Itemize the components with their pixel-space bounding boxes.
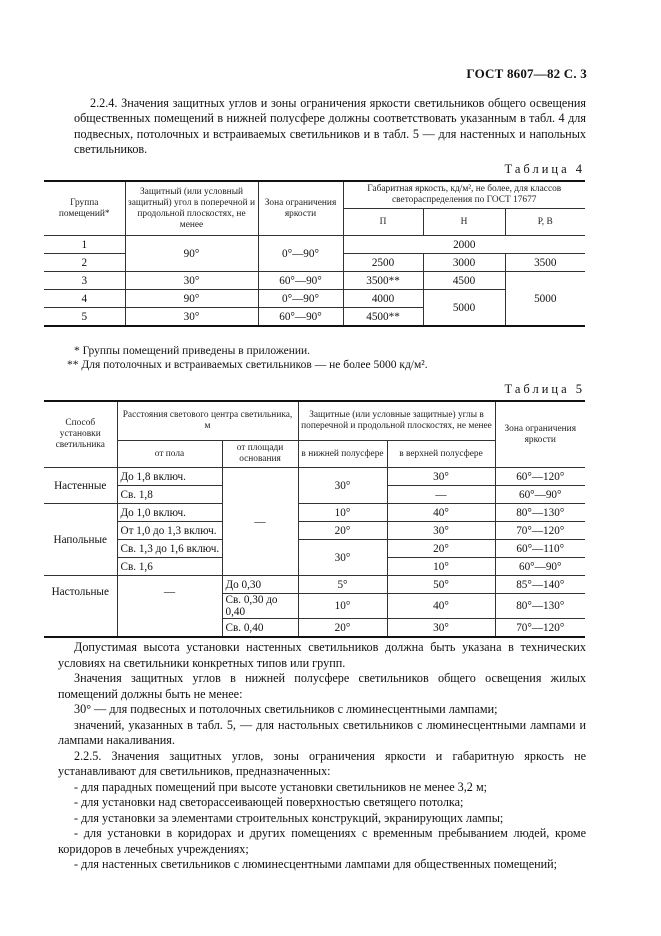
list-item: - для установки над светорассеивающей поверхностью светящего потолка;: [74, 795, 464, 809]
body-paragraph: Допустимая высота установки настенных светильников должна быть указана в технических условиях на светильники конкретных типов или групп.: [58, 640, 586, 670]
t5-cell: 10°: [387, 558, 495, 576]
t4-cell: 5: [44, 308, 125, 327]
body-paragraph: 30° — для подвесных и потолочных светильников с люминесцентными лампами;: [74, 702, 498, 716]
list-item: - для парадных помещений при высоте установки светильников не менее 3,2 м;: [74, 779, 488, 794]
t4-cell: 4500**: [343, 308, 423, 327]
t5-group-table: Настольные: [44, 576, 117, 638]
t4-header-n: Н: [423, 209, 505, 236]
t5-cell: 40°: [387, 504, 495, 522]
t4-cell: 5000: [423, 290, 505, 327]
t5-header-distance: Расстояния светового центра светильника, м: [117, 401, 298, 441]
t4-footnote-2: ** Для потолочных и встраиваемых светильников — не более 5000 кд/м².: [67, 359, 428, 371]
t5-cell: 20°: [387, 540, 495, 558]
t4-cell: 30°: [125, 308, 258, 327]
t4-cell: 3: [44, 272, 125, 290]
page-header: ГОСТ 8607—82 С. 3: [466, 66, 587, 81]
t4-cell: 60°—90°: [258, 308, 343, 327]
t5-cell: 60°—90°: [495, 558, 585, 576]
t4-cell: 60°—90°: [258, 272, 343, 290]
t5-cell: 80°—130°: [495, 594, 585, 619]
t5-cell: 30°: [387, 522, 495, 540]
body-text: [58, 640, 586, 873]
t5-cell: —: [387, 486, 495, 504]
table-4: [44, 180, 585, 327]
t4-cell: 0°—90°: [258, 290, 343, 308]
t4-header-rv: Р, В: [505, 209, 585, 236]
list-item: - для настенных светильников с люминесцентными лампами для общественных помещений;: [74, 857, 558, 871]
t4-cell: 2: [44, 254, 125, 272]
t5-header-lower: в нижней полусфере: [298, 441, 387, 468]
body-paragraph: 2.2.5. Значения защитных углов, зоны ограничения яркости и габаритную яркость не устанавливают для светильников, предназначенных:: [58, 748, 586, 778]
t4-header-zone: Зона ограничения яркости: [258, 181, 343, 236]
table4-label: Таблица 4: [504, 162, 585, 176]
t5-group-wall: Настенные: [44, 468, 117, 504]
t4-cell: 2500: [343, 254, 423, 272]
t4-cell: 2000: [343, 236, 585, 254]
t5-header-zone: Зона ограничения яркости: [495, 401, 585, 468]
t5-cell: 10°: [298, 504, 387, 522]
t5-header-from-floor: от пола: [117, 441, 222, 468]
table5-label: Таблица 5: [504, 382, 585, 396]
t5-cell: 30°: [387, 468, 495, 486]
t5-cell: До 1,0 включ.: [117, 504, 222, 522]
t5-header-method: Способ установки светильника: [44, 401, 117, 468]
t4-cell: 4000: [343, 290, 423, 308]
list-item: - для установки за элементами строительных конструкций, экранирующих лампы;: [74, 810, 504, 825]
t4-header-p: П: [343, 209, 423, 236]
body-paragraph: значений, указанных в табл. 5, — для настольных светильников с люминесцентными лампами и лампами накаливания.: [58, 717, 586, 747]
t5-cell: 20°: [298, 619, 387, 638]
t5-cell: Св. 1,8: [117, 486, 222, 504]
t5-cell: 30°: [298, 468, 387, 504]
t4-header-group: Группа помещений*: [44, 181, 125, 236]
t5-cell: 60°—120°: [495, 468, 585, 486]
t4-header-angle: Защитный (или условный защитный) угол в поперечной и продольной плоскостях, не менее: [125, 181, 258, 236]
t5-cell: Св. 0,30 до 0,40: [222, 594, 298, 619]
body-paragraph: Значения защитных углов в нижней полусфере светильников общего освещения жилых помещений должны быть не менее:: [58, 671, 586, 701]
t4-cell: 4: [44, 290, 125, 308]
t4-cell: 90°: [125, 236, 258, 272]
t5-cell: Св. 1,3 до 1,6 включ.: [117, 540, 222, 558]
t5-cell: 30°: [387, 619, 495, 638]
t5-cell: 10°: [298, 594, 387, 619]
intro-paragraph: 2.2.4. Значения защитных углов и зоны ограничения яркости светильников общего освещения общественных помещений в нижней полусфере должны соответствовать указанным в табл. 4 для подвесных, потолочных и встраиваемых светильников и в табл. 5 — для настенных и напольных светильников.: [74, 96, 586, 157]
t4-header-brightness: Габаритная яркость, кд/м², не более, для классов светораспределения по ГОСТ 17677: [343, 181, 585, 209]
t4-cell: 3000: [423, 254, 505, 272]
t5-group-floor: Напольные: [44, 504, 117, 576]
t5-dash-floor: —: [117, 576, 222, 638]
t5-cell: До 0,30: [222, 576, 298, 594]
t5-cell: 30°: [298, 540, 387, 576]
t5-cell: Св. 1,6: [117, 558, 222, 576]
t4-cell: 1: [44, 236, 125, 254]
t5-header-upper: в верхней полусфере: [387, 441, 495, 468]
t4-cell: 3500: [505, 254, 585, 272]
t5-cell: 60°—110°: [495, 540, 585, 558]
t4-cell: 5000: [505, 272, 585, 327]
t5-cell: 40°: [387, 594, 495, 619]
t5-cell: 85°—140°: [495, 576, 585, 594]
list-item: - для установки в коридорах и других помещениях с временным пребыванием людей, кроме коридоров в лечебных учреждениях;: [58, 826, 586, 856]
t5-header-from-base: от площади основания: [222, 441, 298, 468]
t5-header-angles: Защитные (или условные защитные) углы в поперечной и продольной плоскостях, не менее: [298, 401, 495, 441]
t4-cell: 4500: [423, 272, 505, 290]
t5-cell: 5°: [298, 576, 387, 594]
t4-cell: 90°: [125, 290, 258, 308]
t4-cell: 0°—90°: [258, 236, 343, 272]
t4-cell: 3500**: [343, 272, 423, 290]
t5-cell: 80°—130°: [495, 504, 585, 522]
t5-cell: 70°—120°: [495, 619, 585, 638]
t5-cell: Св. 0,40: [222, 619, 298, 638]
t5-dash-base: —: [222, 468, 298, 576]
t5-cell: 60°—90°: [495, 486, 585, 504]
t5-cell: До 1,8 включ.: [117, 468, 222, 486]
t4-footnote-1: * Группы помещений приведены в приложении.: [74, 345, 311, 357]
table-5: [44, 400, 585, 638]
t5-cell: 50°: [387, 576, 495, 594]
t5-cell: 20°: [298, 522, 387, 540]
t5-cell: 70°—120°: [495, 522, 585, 540]
t5-cell: От 1,0 до 1,3 включ.: [117, 522, 222, 540]
t4-cell: 30°: [125, 272, 258, 290]
